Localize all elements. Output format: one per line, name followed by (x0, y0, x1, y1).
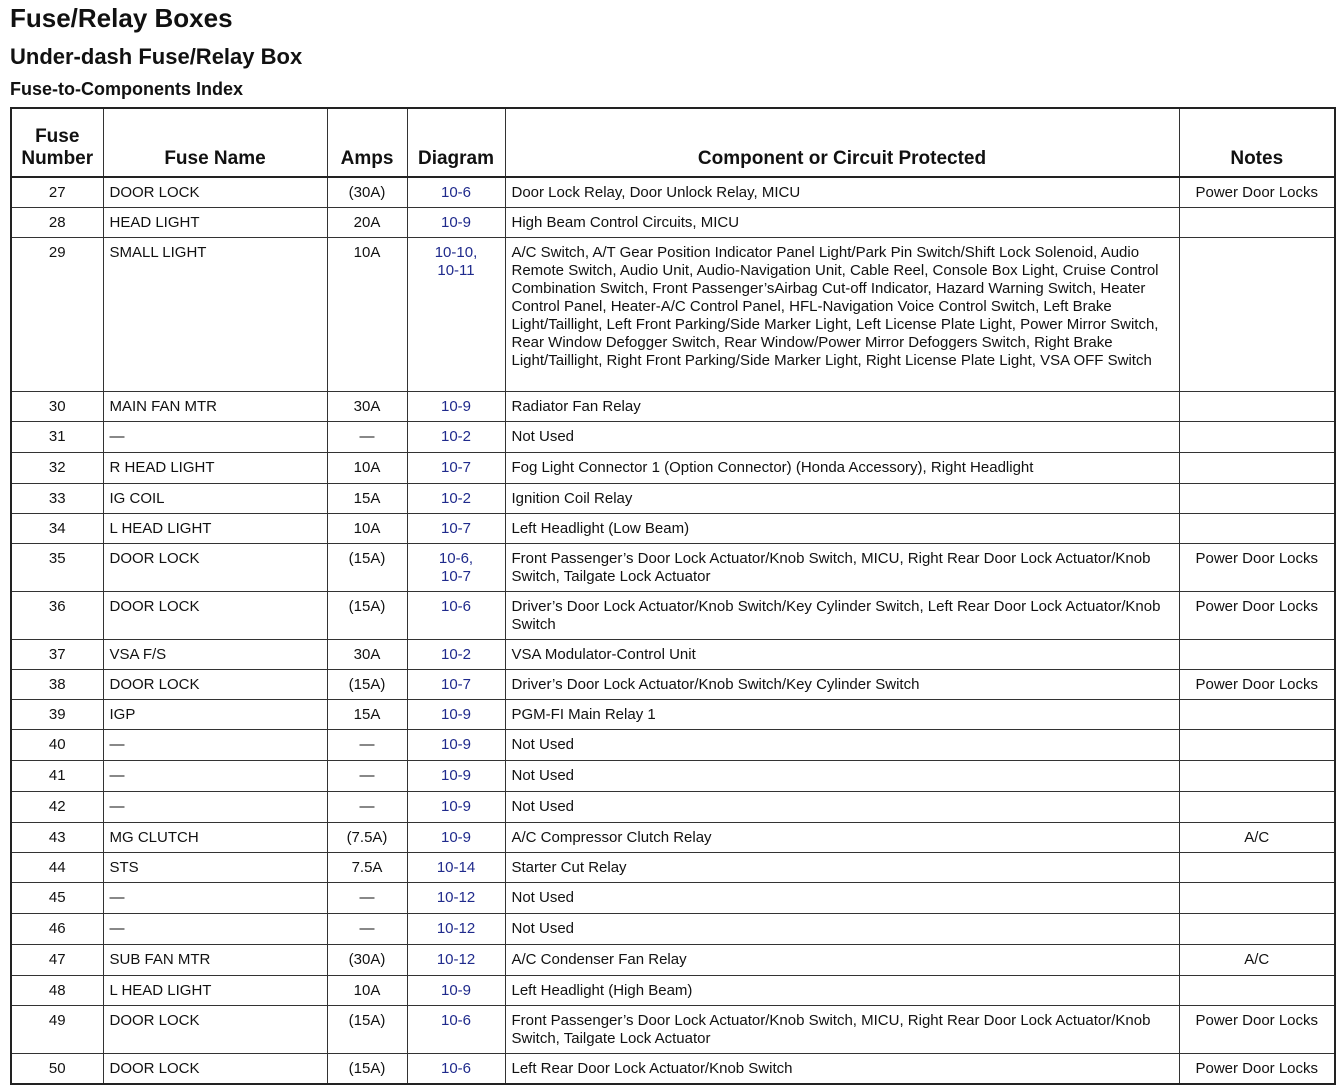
fuse-name-cell: — (103, 422, 327, 453)
fuse-number-cell: 49 (11, 1006, 103, 1054)
fuse-name-cell: VSA F/S (103, 640, 327, 670)
amps-cell: 10A (327, 238, 407, 392)
component-cell: Not Used (505, 792, 1179, 823)
amps-cell: (15A) (327, 544, 407, 592)
notes-cell (1179, 208, 1335, 238)
fuse-name-cell: L HEAD LIGHT (103, 514, 327, 544)
diagram-link[interactable]: 10-10, 10-11 (407, 238, 505, 392)
component-cell: Driver’s Door Lock Actuator/Knob Switch/Key Cylinder Switch, Left Rear Door Lock Actuator/Knob Switch (505, 592, 1179, 640)
amps-cell: 10A (327, 514, 407, 544)
notes-cell (1179, 422, 1335, 453)
fuse-name-cell: IGP (103, 700, 327, 730)
table-row (11, 484, 1335, 514)
amps-cell: 20A (327, 208, 407, 238)
table-row (11, 976, 1335, 1006)
diagram-link[interactable]: 10-9 (407, 823, 505, 853)
amps-cell: 15A (327, 700, 407, 730)
notes-cell (1179, 453, 1335, 484)
table-row (11, 945, 1335, 976)
fuse-number-cell: 32 (11, 453, 103, 484)
table-row (11, 730, 1335, 761)
notes-cell (1179, 792, 1335, 823)
fuse-number-cell: 42 (11, 792, 103, 823)
notes-cell: A/C (1179, 823, 1335, 853)
notes-cell (1179, 484, 1335, 514)
notes-cell (1179, 640, 1335, 670)
section-title: Fuse-to-Components Index (10, 79, 243, 99)
notes-cell (1179, 853, 1335, 883)
diagram-link[interactable]: 10-6, 10-7 (407, 544, 505, 592)
component-cell: Left Headlight (High Beam) (505, 976, 1179, 1006)
amps-cell: — (327, 792, 407, 823)
fuse-number-cell: 34 (11, 514, 103, 544)
diagram-link[interactable]: 10-9 (407, 792, 505, 823)
fuse-name-cell: MG CLUTCH (103, 823, 327, 853)
component-cell: Left Headlight (Low Beam) (505, 514, 1179, 544)
notes-cell: Power Door Locks (1179, 544, 1335, 592)
fuse-number-cell: 33 (11, 484, 103, 514)
table-row (11, 823, 1335, 853)
table-row (11, 177, 1335, 208)
header-diagram: Diagram (407, 108, 505, 177)
amps-cell: (15A) (327, 670, 407, 700)
amps-cell: — (327, 914, 407, 945)
component-cell: Radiator Fan Relay (505, 392, 1179, 422)
table-row (11, 592, 1335, 640)
fuse-number-cell: 35 (11, 544, 103, 592)
diagram-link[interactable]: 10-7 (407, 453, 505, 484)
fuse-name-cell: HEAD LIGHT (103, 208, 327, 238)
table-row (11, 1054, 1335, 1085)
header-fuse-number: Fuse Number (11, 108, 103, 177)
table-row (11, 640, 1335, 670)
amps-cell: (15A) (327, 1054, 407, 1085)
component-cell: Not Used (505, 914, 1179, 945)
fuse-number-cell: 46 (11, 914, 103, 945)
amps-cell: — (327, 730, 407, 761)
fuse-number-cell: 36 (11, 592, 103, 640)
table-row (11, 700, 1335, 730)
notes-cell (1179, 761, 1335, 792)
notes-cell: Power Door Locks (1179, 1054, 1335, 1085)
diagram-link[interactable]: 10-9 (407, 976, 505, 1006)
fuse-name-cell: — (103, 730, 327, 761)
component-cell: Not Used (505, 422, 1179, 453)
fuse-name-cell: DOOR LOCK (103, 670, 327, 700)
fuse-name-cell: STS (103, 853, 327, 883)
amps-cell: (15A) (327, 1006, 407, 1054)
table-row (11, 761, 1335, 792)
page-title: Fuse/Relay Boxes (10, 3, 233, 33)
fuse-name-cell: MAIN FAN MTR (103, 392, 327, 422)
fuse-number-cell: 28 (11, 208, 103, 238)
component-cell: A/C Compressor Clutch Relay (505, 823, 1179, 853)
diagram-link[interactable]: 10-9 (407, 208, 505, 238)
header-amps: Amps (327, 108, 407, 177)
notes-cell: A/C (1179, 945, 1335, 976)
amps-cell: (7.5A) (327, 823, 407, 853)
component-cell: Driver’s Door Lock Actuator/Knob Switch/Key Cylinder Switch (505, 670, 1179, 700)
notes-cell: Power Door Locks (1179, 592, 1335, 640)
diagram-link[interactable]: 10-9 (407, 761, 505, 792)
amps-cell: 10A (327, 453, 407, 484)
fuse-number-cell: 47 (11, 945, 103, 976)
table-row (11, 392, 1335, 422)
diagram-link[interactable]: 10-6 (407, 1054, 505, 1085)
diagram-link[interactable]: 10-2 (407, 484, 505, 514)
table-row (11, 422, 1335, 453)
diagram-link[interactable]: 10-6 (407, 177, 505, 208)
table-row (11, 544, 1335, 592)
component-cell: Not Used (505, 761, 1179, 792)
fuse-name-cell: — (103, 761, 327, 792)
fuse-name-cell: IG COIL (103, 484, 327, 514)
fuse-number-cell: 30 (11, 392, 103, 422)
fuse-components-table (10, 107, 1336, 1085)
diagram-link[interactable]: 10-12 (407, 883, 505, 914)
diagram-link[interactable]: 10-2 (407, 640, 505, 670)
fuse-name-cell: DOOR LOCK (103, 1006, 327, 1054)
diagram-link[interactable]: 10-2 (407, 422, 505, 453)
fuse-number-cell: 40 (11, 730, 103, 761)
amps-cell: 15A (327, 484, 407, 514)
component-cell: Front Passenger’s Door Lock Actuator/Knob Switch, MICU, Right Rear Door Lock Actuator/Knob Switch, Tailgate Lock Actuator (505, 544, 1179, 592)
notes-cell (1179, 730, 1335, 761)
notes-cell (1179, 700, 1335, 730)
fuse-number-cell: 44 (11, 853, 103, 883)
component-cell: VSA Modulator-Control Unit (505, 640, 1179, 670)
notes-cell: Power Door Locks (1179, 177, 1335, 208)
header-component: Component or Circuit Protected (505, 108, 1179, 177)
fuse-number-cell: 43 (11, 823, 103, 853)
component-cell: High Beam Control Circuits, MICU (505, 208, 1179, 238)
component-cell: Front Passenger’s Door Lock Actuator/Knob Switch, MICU, Right Rear Door Lock Actuator/Knob Switch, Tailgate Lock Actuator (505, 1006, 1179, 1054)
component-cell: Door Lock Relay, Door Unlock Relay, MICU (505, 177, 1179, 208)
fuse-number-cell: 41 (11, 761, 103, 792)
table-row (11, 883, 1335, 914)
fuse-name-cell: L HEAD LIGHT (103, 976, 327, 1006)
component-cell: PGM-FI Main Relay 1 (505, 700, 1179, 730)
table-row (11, 453, 1335, 484)
diagram-link[interactable]: 10-9 (407, 700, 505, 730)
fuse-name-cell: SUB FAN MTR (103, 945, 327, 976)
fuse-number-cell: 39 (11, 700, 103, 730)
fuse-number-cell: 37 (11, 640, 103, 670)
fuse-number-cell: 29 (11, 238, 103, 392)
table-row (11, 670, 1335, 700)
component-cell: A/C Condenser Fan Relay (505, 945, 1179, 976)
fuse-name-cell: DOOR LOCK (103, 177, 327, 208)
diagram-link[interactable]: 10-12 (407, 945, 505, 976)
notes-cell (1179, 392, 1335, 422)
fuse-name-cell: SMALL LIGHT (103, 238, 327, 392)
notes-cell: Power Door Locks (1179, 1006, 1335, 1054)
table-row (11, 792, 1335, 823)
fuse-name-cell: — (103, 883, 327, 914)
table-row (11, 238, 1335, 392)
amps-cell: (30A) (327, 945, 407, 976)
amps-cell: 30A (327, 392, 407, 422)
diagram-link[interactable]: 10-14 (407, 853, 505, 883)
component-cell: Not Used (505, 883, 1179, 914)
notes-cell (1179, 914, 1335, 945)
fuse-name-cell: — (103, 914, 327, 945)
diagram-link[interactable]: 10-9 (407, 730, 505, 761)
notes-cell (1179, 883, 1335, 914)
amps-cell: 30A (327, 640, 407, 670)
amps-cell: — (327, 422, 407, 453)
component-cell: Ignition Coil Relay (505, 484, 1179, 514)
notes-cell (1179, 238, 1335, 392)
fuse-name-cell: DOOR LOCK (103, 1054, 327, 1085)
header-notes: Notes (1179, 108, 1335, 177)
fuse-name-cell: R HEAD LIGHT (103, 453, 327, 484)
fuse-number-cell: 48 (11, 976, 103, 1006)
amps-cell: — (327, 883, 407, 914)
table-row (11, 853, 1335, 883)
diagram-link[interactable]: 10-9 (407, 392, 505, 422)
fuse-name-cell: DOOR LOCK (103, 592, 327, 640)
component-cell: Left Rear Door Lock Actuator/Knob Switch (505, 1054, 1179, 1085)
component-cell: Starter Cut Relay (505, 853, 1179, 883)
fuse-name-cell: DOOR LOCK (103, 544, 327, 592)
table-header-row (11, 108, 1335, 177)
fuse-number-cell: 27 (11, 177, 103, 208)
amps-cell: (30A) (327, 177, 407, 208)
table-row (11, 514, 1335, 544)
diagram-link[interactable]: 10-6 (407, 592, 505, 640)
notes-cell: Power Door Locks (1179, 670, 1335, 700)
component-cell: A/C Switch, A/T Gear Position Indicator Panel Light/Park Pin Switch/Shift Lock Solenoid, Audio Remote Switch, Audio Unit, Audio-Navigation Unit, Cable Reel, Console Box Light, Cruise Control Combination Switch, Front Passenger’sAirbag Cut-off Indicator, Hazard Warning Switch, Heater Control Panel, Heater-A/C Control Panel, HFL-Navigation Voice Control Switch, Left Brake Light/Taillight, Left Front Parking/Side Marker Light, Left License Plate Light, Power Mirror Switch, Rear Window Defogger Switch, Rear Window/Power Mirror Defoggers Switch, Right Brake Light/Taillight, Right Front Parking/Side Marker Light, Right License Plate Light, VSA OFF Switch (505, 238, 1179, 392)
page-subtitle: Under-dash Fuse/Relay Box (10, 44, 303, 69)
component-cell: Not Used (505, 730, 1179, 761)
diagram-link[interactable]: 10-12 (407, 914, 505, 945)
notes-cell (1179, 976, 1335, 1006)
table-body (11, 177, 1335, 1084)
table-row (11, 914, 1335, 945)
table-row (11, 208, 1335, 238)
fuse-number-cell: 45 (11, 883, 103, 914)
fuse-number-cell: 50 (11, 1054, 103, 1085)
amps-cell: (15A) (327, 592, 407, 640)
fuse-name-cell: — (103, 792, 327, 823)
fuse-number-cell: 38 (11, 670, 103, 700)
amps-cell: — (327, 761, 407, 792)
amps-cell: 7.5A (327, 853, 407, 883)
component-cell: Fog Light Connector 1 (Option Connector) (Honda Accessory), Right Headlight (505, 453, 1179, 484)
header-fuse-name: Fuse Name (103, 108, 327, 177)
table-row (11, 1006, 1335, 1054)
diagram-link[interactable]: 10-7 (407, 514, 505, 544)
notes-cell (1179, 514, 1335, 544)
diagram-link[interactable]: 10-6 (407, 1006, 505, 1054)
diagram-link[interactable]: 10-7 (407, 670, 505, 700)
amps-cell: 10A (327, 976, 407, 1006)
fuse-number-cell: 31 (11, 422, 103, 453)
